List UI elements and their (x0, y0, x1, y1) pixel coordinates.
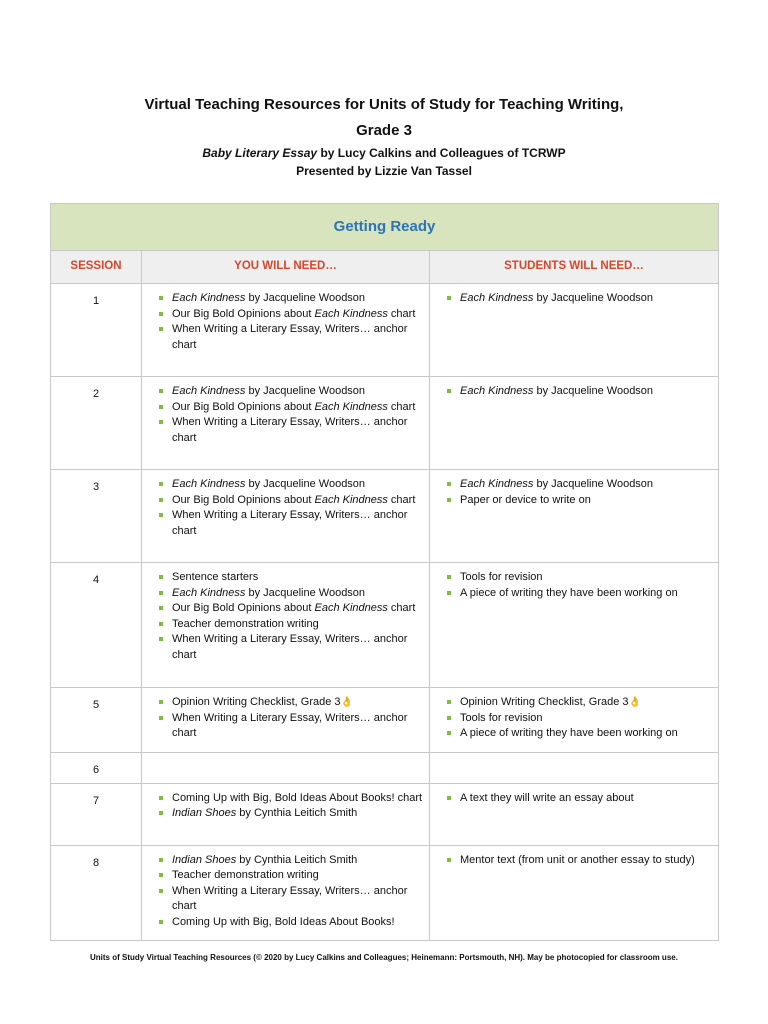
you-will-need-cell (142, 563, 430, 688)
subtitle-authors: by Lucy Calkins and Colleagues of TCRWP (317, 146, 566, 160)
students-will-need-cell (430, 688, 719, 753)
copyright-footer: Units of Study Virtual Teaching Resources (© 2020 by Lucy Calkins and Colleagues; Heinemann: Portsmouth, NH). May be photocopied for classroom use. (90, 953, 678, 962)
students-will-need-cell (430, 845, 719, 941)
session-number: 7 (51, 783, 142, 845)
item-text: Paper or device to write on (460, 493, 591, 506)
item-text: Mentor text (from unit or another essay to study) (460, 853, 695, 866)
materials-list (148, 853, 423, 931)
document-title-line1: Virtual Teaching Resources for Units of Study for Teaching Writing, (144, 96, 624, 113)
list-item (172, 711, 423, 742)
list-item (172, 791, 423, 807)
list-item (172, 915, 423, 931)
list-item (172, 307, 423, 323)
item-text: chart (387, 602, 416, 614)
item-text: Teacher demonstration writing (172, 617, 319, 630)
table-body (51, 284, 719, 941)
list-item (172, 695, 423, 711)
column-header-session: SESSION (51, 251, 142, 284)
book-title: Each Kindness (460, 478, 534, 490)
you-will-need-cell (142, 377, 430, 470)
list-item (172, 400, 423, 416)
item-text: Our Big Bold Opinions about (172, 307, 315, 320)
table-banner: Getting Ready (51, 204, 719, 251)
book-title: Each Kindness (314, 400, 388, 413)
table-row (51, 284, 719, 377)
item-text: chart (387, 493, 416, 506)
item-text: by Jacqueline Woodson (533, 478, 654, 490)
materials-list (148, 384, 423, 446)
session-number: 2 (51, 377, 142, 470)
list-item (172, 806, 423, 822)
list-item (460, 291, 712, 307)
materials-list (436, 853, 712, 869)
list-item (172, 477, 423, 493)
list-item (460, 586, 712, 602)
materials-list (148, 791, 423, 822)
item-text: When Writing a Literary Essay, Writers… anchor chart (172, 323, 408, 351)
item-text: chart (387, 400, 416, 413)
item-text: by Cynthia Leitich Smith (236, 807, 358, 819)
table-row (51, 845, 719, 941)
item-text: Tools for revision (460, 711, 543, 724)
book-title: Each Kindness (172, 478, 246, 490)
book-title: Each Kindness (314, 602, 388, 614)
you-will-need-cell (142, 783, 430, 845)
hand-ok-icon: 👌 (628, 697, 641, 708)
item-text: Our Big Bold Opinions about (172, 400, 315, 413)
session-number: 5 (51, 688, 142, 753)
hand-ok-icon: 👌 (340, 697, 353, 708)
materials-list (148, 570, 423, 663)
list-item (172, 884, 423, 915)
you-will-need-cell (142, 284, 430, 377)
item-text: Coming Up with Big, Bold Ideas About Books! chart (172, 791, 423, 804)
list-item (172, 601, 423, 617)
students-will-need-cell (430, 752, 719, 783)
item-text: A text they will write an essay about (460, 791, 634, 804)
materials-list (436, 384, 712, 400)
item-text: by Jacqueline Woodson (245, 478, 366, 490)
list-item (172, 868, 423, 884)
book-title: Each Kindness (460, 385, 534, 397)
list-item (172, 322, 423, 353)
item-text: by Jacqueline Woodson (533, 385, 654, 397)
list-item (172, 508, 423, 539)
list-item (460, 384, 712, 400)
item-text: by Jacqueline Woodson (245, 292, 366, 304)
book-title: Each Kindness (460, 292, 534, 304)
list-item (460, 791, 712, 807)
table-row (51, 688, 719, 753)
item-text: by Jacqueline Woodson (245, 586, 366, 599)
item-text: Our Big Bold Opinions about (172, 493, 315, 506)
table-row (51, 377, 719, 470)
item-text: When Writing a Literary Essay, Writers… anchor chart (172, 416, 408, 444)
session-number: 8 (51, 845, 142, 941)
item-text: A piece of writing they have been working on (460, 727, 678, 739)
session-number: 6 (51, 752, 142, 783)
students-will-need-cell (430, 470, 719, 563)
list-item (460, 853, 712, 869)
list-item (172, 493, 423, 509)
list-item (172, 617, 423, 633)
materials-list (436, 291, 712, 307)
item-text: by Cynthia Leitich Smith (236, 853, 358, 866)
book-title: Each Kindness (172, 292, 246, 304)
book-title: Each Kindness (172, 385, 246, 397)
item-text: by Jacqueline Woodson (245, 385, 366, 397)
item-text: Our Big Bold Opinions about (172, 602, 315, 614)
materials-list (436, 695, 712, 742)
you-will-need-cell (142, 470, 430, 563)
table-row (51, 783, 719, 845)
book-title: Indian Shoes (172, 853, 237, 866)
item-text: Coming Up with Big, Bold Ideas About Books! (172, 915, 395, 928)
table-row (51, 563, 719, 688)
book-title: Baby Literary Essay (202, 146, 318, 160)
item-text: Opinion Writing Checklist, Grade 3 (172, 696, 341, 708)
item-text: Teacher demonstration writing (172, 869, 319, 881)
you-will-need-cell (142, 752, 430, 783)
session-number: 4 (51, 563, 142, 688)
document-header (0, 92, 768, 180)
session-number: 3 (51, 470, 142, 563)
document-subtitle (0, 144, 768, 162)
materials-list (436, 791, 712, 807)
list-item (172, 570, 423, 586)
item-text: When Writing a Literary Essay, Writers… anchor chart (172, 633, 408, 661)
list-item (172, 384, 423, 400)
list-item (460, 695, 712, 711)
table-row (51, 752, 719, 783)
you-will-need-cell (142, 688, 430, 753)
list-item (460, 493, 712, 509)
list-item (172, 291, 423, 307)
book-title: Each Kindness (172, 586, 246, 599)
list-item (460, 477, 712, 493)
item-text: A piece of writing they have been working on (460, 586, 678, 599)
materials-list (148, 695, 423, 742)
materials-list (148, 291, 423, 353)
list-item (460, 570, 712, 586)
item-text: chart (387, 307, 416, 320)
list-item (172, 586, 423, 602)
item-text: Sentence starters (172, 571, 259, 583)
item-text: Tools for revision (460, 571, 543, 583)
column-header-row (51, 251, 719, 284)
book-title: Indian Shoes (172, 807, 237, 819)
list-item (172, 632, 423, 663)
book-title: Each Kindness (314, 307, 388, 320)
presenter-line: Presented by Lizzie Van Tassel (296, 164, 472, 178)
column-header-you-will-need: YOU WILL NEED… (142, 251, 430, 284)
list-item (172, 415, 423, 446)
book-title: Each Kindness (314, 493, 388, 506)
you-will-need-cell (142, 845, 430, 941)
students-will-need-cell (430, 284, 719, 377)
getting-ready-table (50, 203, 719, 941)
students-will-need-cell (430, 377, 719, 470)
document-title-line2: Grade 3 (356, 122, 412, 139)
materials-list (436, 570, 712, 601)
list-item (172, 853, 423, 869)
item-text: When Writing a Literary Essay, Writers… anchor chart (172, 711, 408, 739)
table-row (51, 470, 719, 563)
materials-list (436, 477, 712, 508)
item-text: When Writing a Literary Essay, Writers… anchor chart (172, 509, 408, 537)
item-text: When Writing a Literary Essay, Writers… anchor chart (172, 884, 408, 912)
list-item (460, 726, 712, 742)
list-item (460, 711, 712, 727)
item-text: by Jacqueline Woodson (533, 292, 654, 304)
students-will-need-cell (430, 563, 719, 688)
column-header-students-will-need: STUDENTS WILL NEED… (430, 251, 719, 284)
item-text: Opinion Writing Checklist, Grade 3 (460, 696, 629, 708)
session-number: 1 (51, 284, 142, 377)
materials-list (148, 477, 423, 539)
students-will-need-cell (430, 783, 719, 845)
